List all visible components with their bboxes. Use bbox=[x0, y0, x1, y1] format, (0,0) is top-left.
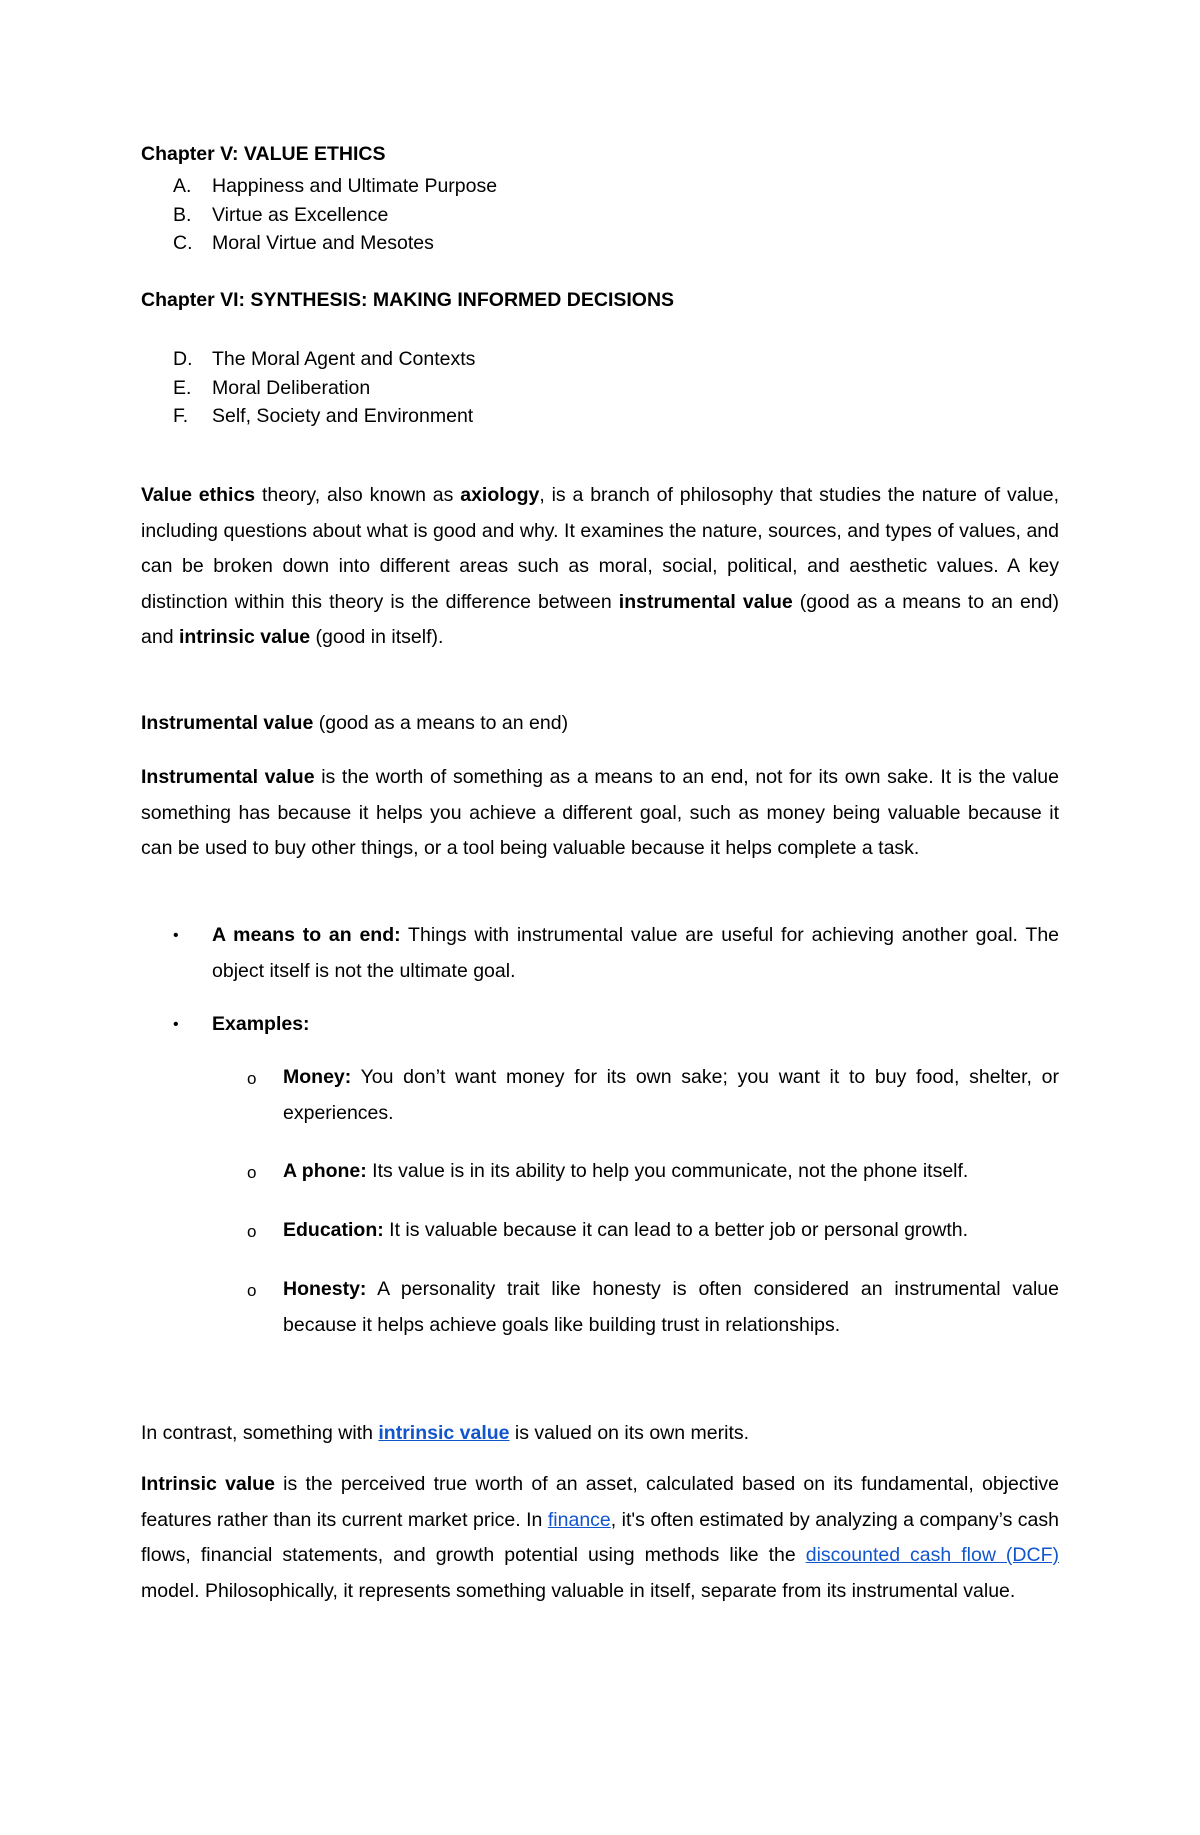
example-phone: o A phone: Its value is in its ability to help you communicate, not the phone itself. bbox=[141, 1154, 1059, 1190]
sub-bullet-icon: o bbox=[247, 1163, 257, 1182]
bullet-means-to-end: • A means to an end: Things with instrumental value are useful for achieving another goal. The object itself is not the ultimate goal. bbox=[141, 918, 1059, 989]
chapter-6-heading: Chapter VI: SYNTHESIS: MAKING INFORMED DECISIONS bbox=[141, 289, 675, 311]
sub-bullet-icon: o bbox=[247, 1069, 257, 1088]
bullet-icon: • bbox=[173, 1016, 179, 1033]
example-honesty: o Honesty: A personality trait like honesty is often considered an instrumental value because it helps achieve goals like building trust in relationships. bbox=[141, 1272, 1059, 1343]
intrinsic-paragraph: Intrinsic value is the perceived true worth of an asset, calculated based on its fundamental, objective features rather than its current market price. In finance, it's often estimated by analyzing a company’s cash flows, financial statements, and growth potential using methods like the discounted cash flow (DCF) model. Philosophically, it represents something valuable in itself, separate from its instrumental value. bbox=[141, 1473, 1059, 1602]
finance-link[interactable]: finance bbox=[547, 1508, 611, 1531]
contrast-line: In contrast, something with intrinsic value is valued on its own merits. bbox=[141, 1422, 750, 1444]
chapter-5-heading: Chapter V: VALUE ETHICS bbox=[141, 143, 386, 165]
example-money: o Money: You don’t want money for its own sake; you want it to buy food, shelter, or experiences. bbox=[141, 1060, 1059, 1131]
list-item: D. The Moral Agent and Contexts bbox=[173, 348, 476, 370]
instrumental-subheading: Instrumental value (good as a means to an end) bbox=[141, 712, 569, 734]
bullet-examples: • Examples: bbox=[141, 1007, 1059, 1043]
list-item: F. Self, Society and Environment bbox=[173, 405, 474, 427]
list-item: C. Moral Virtue and Mesotes bbox=[173, 232, 434, 254]
sub-bullet-icon: o bbox=[247, 1281, 257, 1300]
list-item: B. Virtue as Excellence bbox=[173, 203, 389, 226]
sub-bullet-icon: o bbox=[247, 1222, 257, 1241]
example-education: o Education: It is valuable because it can lead to a better job or personal growth. bbox=[141, 1213, 1059, 1249]
list-item: A. Happiness and Ultimate Purpose bbox=[173, 175, 498, 197]
intro-paragraph: Value ethics theory, also known as axiology, is a branch of philosophy that studies the nature of value, including questions about what is good and why. It examines the nature, sources, and types of values, and can be broken down into different areas such as moral, social, political, and aesthetic values. A key distinction within this theory is the difference between instrumental value (good as a means to an end) and intrinsic value (good in itself). bbox=[141, 484, 1059, 648]
list-item: E. Moral Deliberation bbox=[173, 376, 371, 399]
intrinsic-value-link[interactable]: intrinsic value bbox=[378, 1422, 510, 1444]
instrumental-paragraph: Instrumental value is the worth of something as a means to an end, not for its own sake. It is the value something has because it helps you achieve a different goal, such as money being valuable because it can be used to buy other things, or a tool being valuable because it helps complete a task. bbox=[141, 766, 1059, 859]
chapter-6-list bbox=[141, 345, 941, 431]
bullet-icon: • bbox=[173, 927, 179, 944]
dcf-link[interactable]: discounted cash flow (DCF) bbox=[805, 1544, 1059, 1566]
chapter-5-list bbox=[141, 172, 941, 258]
